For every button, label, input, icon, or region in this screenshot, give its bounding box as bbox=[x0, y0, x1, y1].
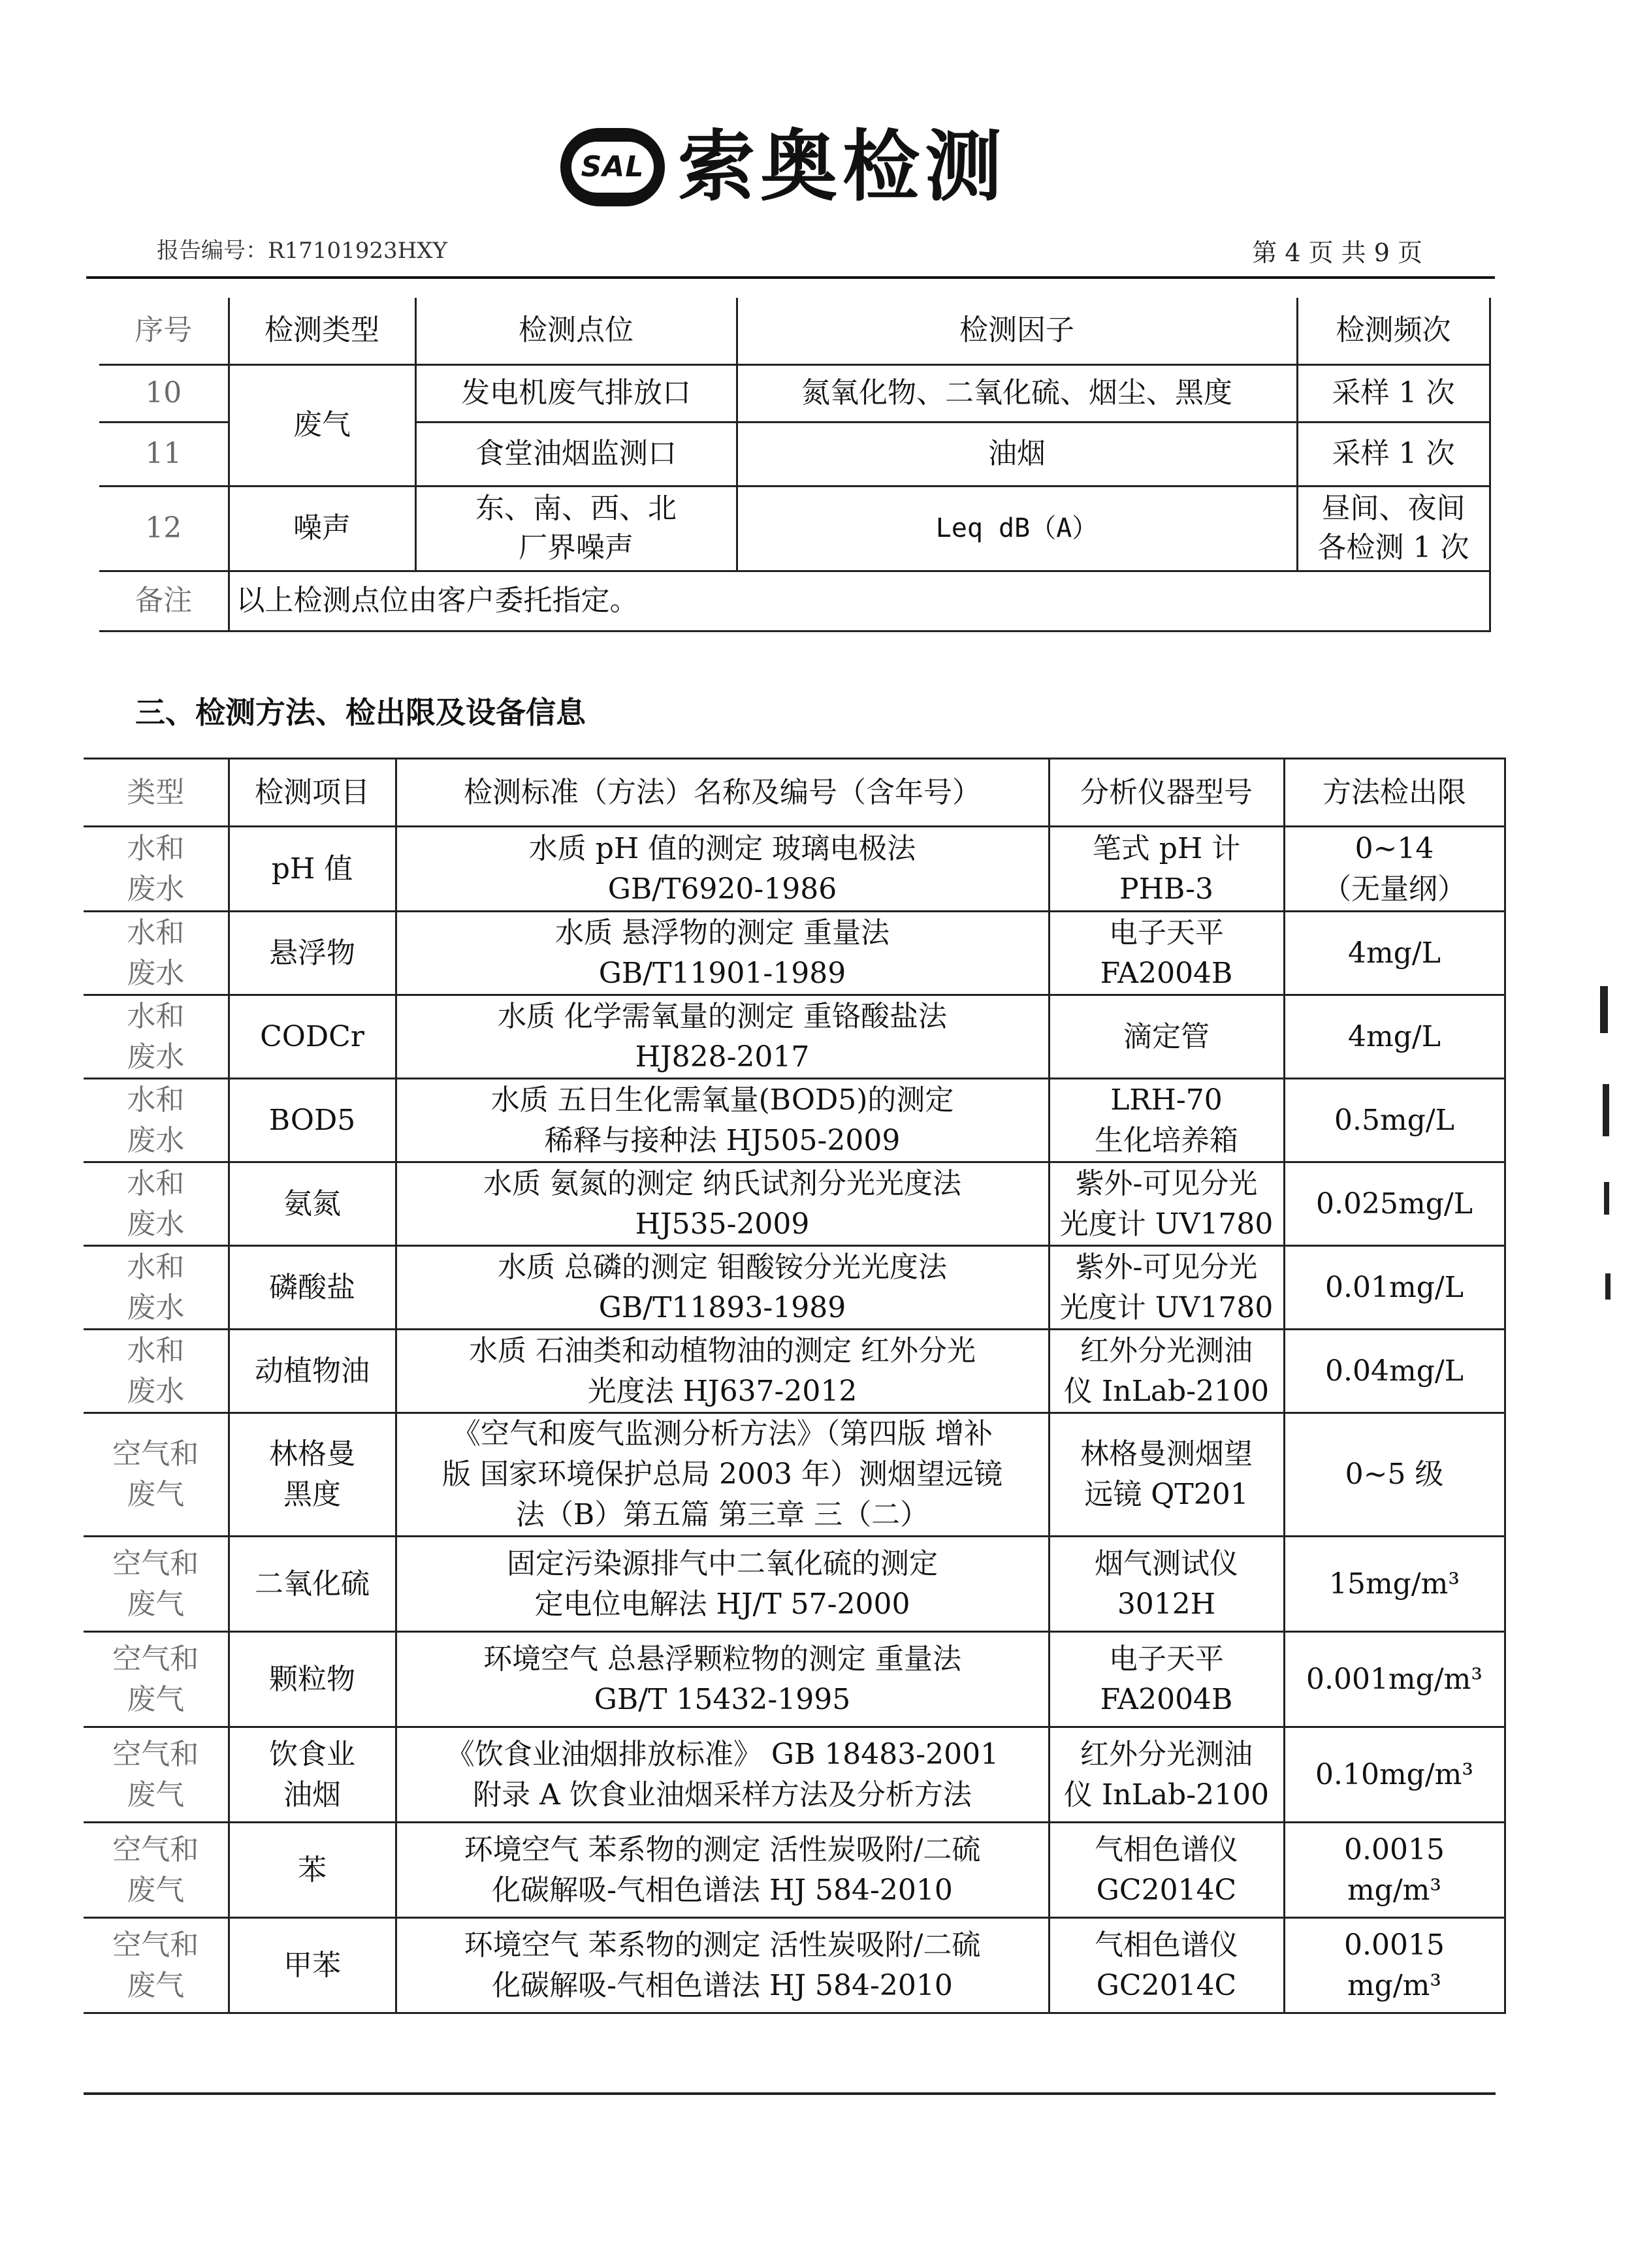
test-item: 二氧化硫 bbox=[229, 1537, 396, 1632]
page-info: 第 4 页 共 9 页 bbox=[1252, 238, 1422, 267]
report-number: 报告编号：R17101923HXY bbox=[157, 238, 447, 264]
test-item: 甲苯 bbox=[229, 1918, 396, 2013]
detection-limit: 4mg/L bbox=[1284, 912, 1505, 995]
table-row bbox=[84, 1413, 1505, 1537]
table-row bbox=[84, 912, 1505, 995]
table-row bbox=[84, 827, 1505, 912]
detection-limit: 0.5mg/L bbox=[1284, 1079, 1505, 1162]
header-cell: 检测类型 bbox=[229, 298, 415, 364]
detection-limit: 0.01mg/L bbox=[1284, 1246, 1505, 1330]
test-method: 《空气和废气监测分析方法》（第四版 增补 版 国家环境保护总局 2003 年）测烟望远镜 法（B）第五篇 第三章 三（二） bbox=[396, 1413, 1049, 1537]
detection-limit: 4mg/L bbox=[1284, 995, 1505, 1079]
test-item: 动植物油 bbox=[229, 1330, 396, 1413]
remark-text: 以上检测点位由客户委托指定。 bbox=[229, 571, 1490, 631]
test-method: 水质 pH 值的测定 玻璃电极法 GB/T6920-1986 bbox=[396, 827, 1049, 912]
sample-type: 水和 废水 bbox=[84, 912, 229, 995]
table-row bbox=[99, 364, 1490, 422]
table-row bbox=[84, 1823, 1505, 1918]
instrument-model: 气相色谱仪 GC2014C bbox=[1049, 1823, 1284, 1918]
test-method: 水质 化学需氧量的测定 重铬酸盐法 HJ828-2017 bbox=[396, 995, 1049, 1079]
sample-type: 水和 废水 bbox=[84, 1246, 229, 1330]
test-factor: Leq dB（A） bbox=[737, 486, 1297, 571]
table-row bbox=[84, 1632, 1505, 1727]
scan-edge-marks bbox=[1594, 986, 1620, 1313]
instrument-model: 滴定管 bbox=[1049, 995, 1284, 1079]
detection-limit: 15mg/m³ bbox=[1284, 1537, 1505, 1632]
test-item: 颗粒物 bbox=[229, 1632, 396, 1727]
header-cell: 检测频次 bbox=[1297, 298, 1490, 364]
detection-limit: 0.0015 mg/m³ bbox=[1284, 1918, 1505, 2013]
row-number: 11 bbox=[99, 422, 229, 486]
test-method: 固定污染源排气中二氧化硫的测定 定电位电解法 HJ/T 57-2000 bbox=[396, 1537, 1049, 1632]
company-name: 索奥检测 bbox=[678, 121, 1008, 212]
table-row bbox=[84, 1246, 1505, 1330]
test-frequency: 昼间、夜间 各检测 1 次 bbox=[1297, 486, 1490, 571]
instrument-model: 红外分光测油 仪 InLab-2100 bbox=[1049, 1727, 1284, 1823]
test-method: 水质 氨氮的测定 纳氏试剂分光光度法 HJ535-2009 bbox=[396, 1162, 1049, 1246]
test-factor: 油烟 bbox=[737, 422, 1297, 486]
test-method: 环境空气 苯系物的测定 活性炭吸附/二硫 化碳解吸-气相色谱法 HJ 584-2010 bbox=[396, 1918, 1049, 2013]
test-method: 《饮食业油烟排放标准》 GB 18483-2001 附录 A 饮食业油烟采样方法及分析方法 bbox=[396, 1727, 1049, 1823]
test-method: 环境空气 总悬浮颗粒物的测定 重量法 GB/T 15432-1995 bbox=[396, 1632, 1049, 1727]
table-row bbox=[84, 1162, 1505, 1246]
detection-limit: 0.04mg/L bbox=[1284, 1330, 1505, 1413]
detection-limit: 0.0015 mg/m³ bbox=[1284, 1823, 1505, 1918]
sample-type: 空气和 废气 bbox=[84, 1537, 229, 1632]
test-item: BOD5 bbox=[229, 1079, 396, 1162]
instrument-model: 紫外-可见分光 光度计 UV1780 bbox=[1049, 1162, 1284, 1246]
sample-type: 水和 废水 bbox=[84, 995, 229, 1079]
test-item: 悬浮物 bbox=[229, 912, 396, 995]
instrument-model: 林格曼测烟望 远镜 QT201 bbox=[1049, 1413, 1284, 1537]
instrument-model: LRH-70 生化培养箱 bbox=[1049, 1079, 1284, 1162]
detection-limit: 0.10mg/m³ bbox=[1284, 1727, 1505, 1823]
test-point: 东、南、西、北 厂界噪声 bbox=[415, 486, 737, 571]
monitoring-points-table bbox=[99, 298, 1491, 632]
test-item: 苯 bbox=[229, 1823, 396, 1918]
instrument-model: 紫外-可见分光 光度计 UV1780 bbox=[1049, 1246, 1284, 1330]
header-cell: 检测点位 bbox=[415, 298, 737, 364]
test-item: 饮食业 油烟 bbox=[229, 1727, 396, 1823]
test-type: 废气 bbox=[229, 364, 415, 486]
sample-type: 水和 废水 bbox=[84, 827, 229, 912]
instrument-model: 电子天平 FA2004B bbox=[1049, 912, 1284, 995]
test-frequency: 采样 1 次 bbox=[1297, 364, 1490, 422]
test-method: 水质 石油类和动植物油的测定 红外分光 光度法 HJ637-2012 bbox=[396, 1330, 1049, 1413]
header-cell: 检测项目 bbox=[229, 759, 396, 827]
footer-rule bbox=[84, 2092, 1496, 2095]
test-method: 环境空气 苯系物的测定 活性炭吸附/二硫 化碳解吸-气相色谱法 HJ 584-2010 bbox=[396, 1823, 1049, 1918]
remark-label: 备注 bbox=[99, 571, 229, 631]
test-item: 氨氮 bbox=[229, 1162, 396, 1246]
detection-limit: 0.001mg/m³ bbox=[1284, 1632, 1505, 1727]
table-row bbox=[84, 1537, 1505, 1632]
section-title: 三、检测方法、检出限及设备信息 bbox=[135, 695, 586, 730]
instrument-model: 气相色谱仪 GC2014C bbox=[1049, 1918, 1284, 2013]
test-point: 发电机废气排放口 bbox=[415, 364, 737, 422]
header-cell: 方法检出限 bbox=[1284, 759, 1505, 827]
sample-type: 水和 废水 bbox=[84, 1330, 229, 1413]
header-cell: 类型 bbox=[84, 759, 229, 827]
instrument-model: 红外分光测油 仪 InLab-2100 bbox=[1049, 1330, 1284, 1413]
sal-logo-badge bbox=[560, 128, 665, 206]
logo-badge-text: SAL bbox=[581, 150, 645, 184]
row-number: 12 bbox=[99, 486, 229, 571]
sample-type: 水和 废水 bbox=[84, 1079, 229, 1162]
test-item: 磷酸盐 bbox=[229, 1246, 396, 1330]
header-cell: 检测标准（方法）名称及编号（含年号） bbox=[396, 759, 1049, 827]
row-number: 10 bbox=[99, 364, 229, 422]
test-method: 水质 总磷的测定 钼酸铵分光光度法 GB/T11893-1989 bbox=[396, 1246, 1049, 1330]
sample-type: 水和 废水 bbox=[84, 1162, 229, 1246]
test-type: 噪声 bbox=[229, 486, 415, 571]
detection-limit: 0~14 （无量纲） bbox=[1284, 827, 1505, 912]
sample-type: 空气和 废气 bbox=[84, 1727, 229, 1823]
test-item: CODCr bbox=[229, 995, 396, 1079]
sample-type: 空气和 废气 bbox=[84, 1632, 229, 1727]
table-header-row bbox=[84, 759, 1505, 827]
header-cell: 检测因子 bbox=[737, 298, 1297, 364]
detection-limit: 0.025mg/L bbox=[1284, 1162, 1505, 1246]
table-header-row bbox=[99, 298, 1490, 364]
header-cell: 序号 bbox=[99, 298, 229, 364]
test-method: 水质 悬浮物的测定 重量法 GB/T11901-1989 bbox=[396, 912, 1049, 995]
instrument-model: 电子天平 FA2004B bbox=[1049, 1632, 1284, 1727]
test-factor: 氮氧化物、二氧化硫、烟尘、黑度 bbox=[737, 364, 1297, 422]
test-item: 林格曼 黑度 bbox=[229, 1413, 396, 1537]
remark-row bbox=[99, 571, 1490, 631]
header-cell: 分析仪器型号 bbox=[1049, 759, 1284, 827]
table-row bbox=[84, 1918, 1505, 2013]
table-row bbox=[84, 1079, 1505, 1162]
table-row bbox=[84, 1330, 1505, 1413]
test-point: 食堂油烟监测口 bbox=[415, 422, 737, 486]
test-method: 水质 五日生化需氧量(BOD5)的测定 稀释与接种法 HJ505-2009 bbox=[396, 1079, 1049, 1162]
sample-type: 空气和 废气 bbox=[84, 1918, 229, 2013]
company-logo bbox=[560, 123, 1007, 211]
sample-type: 空气和 废气 bbox=[84, 1413, 229, 1537]
table-row bbox=[84, 995, 1505, 1079]
instrument-model: 笔式 pH 计 PHB-3 bbox=[1049, 827, 1284, 912]
sample-type: 空气和 废气 bbox=[84, 1823, 229, 1918]
instrument-model: 烟气测试仪 3012H bbox=[1049, 1537, 1284, 1632]
methods-table bbox=[84, 758, 1506, 2014]
header-rule bbox=[86, 276, 1495, 279]
detection-limit: 0~5 级 bbox=[1284, 1413, 1505, 1537]
table-row bbox=[84, 1727, 1505, 1823]
test-frequency: 采样 1 次 bbox=[1297, 422, 1490, 486]
table-row bbox=[99, 486, 1490, 571]
test-item: pH 值 bbox=[229, 827, 396, 912]
